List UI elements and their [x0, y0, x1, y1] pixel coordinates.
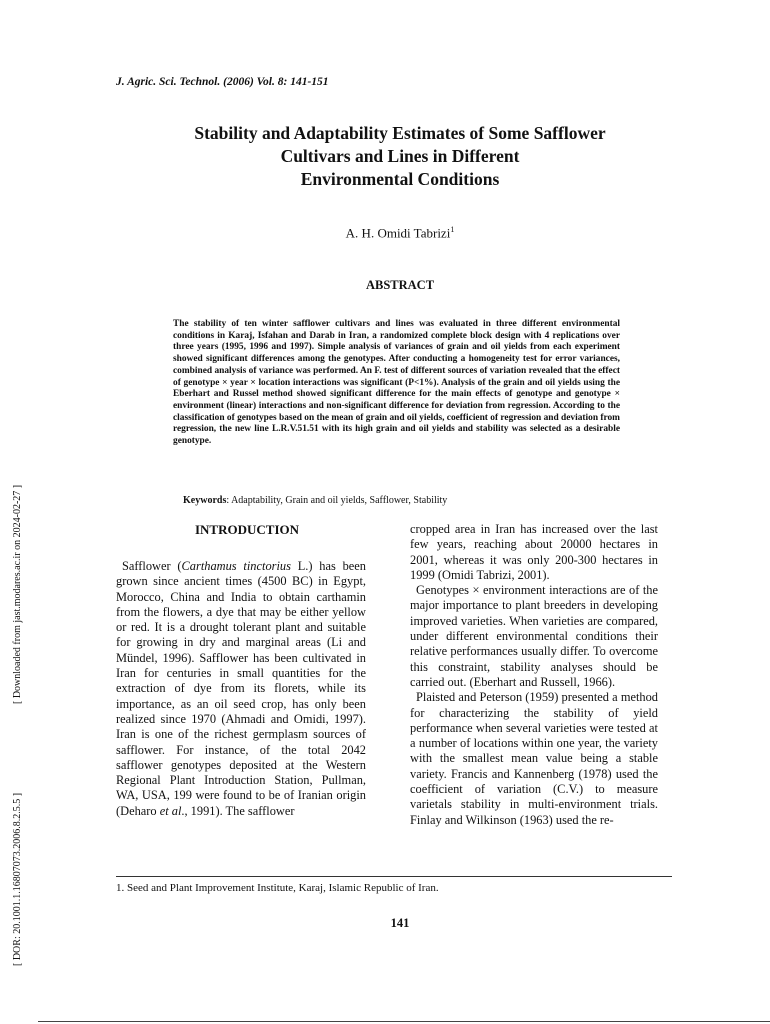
introduction-heading: INTRODUCTION: [194, 522, 299, 537]
abstract-text: The stability of ten winter safflower cultivars and lines was evaluated in three different environmental conditions in Karaj, Isfahan and Darab in Iran, a randomized complete block design with 4 replications over three years (1995, 1996 and 1997). Simple analysis of variances of grain and oil yields from each experiment showed significant differences among the genotypes. After conducting a homogeneity test for error variances, combined analysis of variance was performed. An F. test of different sources of variation revealed that the effect of genotype × year × location interactions was significant (P<1%). Analysis of the grain and oil yields using the Eberhart and Russel method showed significant difference for the main effects of genotype and genotype × environment (linear) interactions and non-significant difference for deviation from regression. According to the classification of genotypes based on the mean of grain and oil yields, coefficient of regression and deviation from regression, the new line L.R.V.51.51 with its high grain and oil yields and stability was selected as a desirable genotype.: [173, 319, 620, 447]
journal-citation: J. Agric. Sci. Technol. (2006) Vol. 8: 141-151: [116, 76, 329, 88]
right-column: [410, 522, 658, 828]
et-al-italic: et al: [159, 803, 182, 818]
bottom-rule: [38, 1021, 770, 1022]
page-number: 141: [390, 916, 410, 930]
title-line-2: Cultivars and Lines in Different: [280, 146, 520, 166]
intro-continuation: cropped area in Iran has increased over the last few years, reaching about 20000 hectares in 2001, whereas it was only 200-300 hectares in 1999 (Omidi Tabrizi, 2001).: [410, 522, 658, 582]
title-line-3: Environmental Conditions: [300, 169, 500, 189]
keywords-list: : Adaptability, Grain and oil yields, Safflower, Stability: [226, 495, 448, 506]
download-side-note: [ Downloaded from jast.modares.ac.ir on 2024-02-27 ]: [12, 484, 23, 704]
title-line-1: Stability and Adaptability Estimates of Some Safflower: [194, 123, 606, 143]
author-name: A. H. Omidi Tabrizi: [345, 225, 451, 241]
intro-text-segment: Safflower (: [122, 559, 182, 573]
left-column: [116, 559, 366, 819]
species-name: Carthamus tinctorius: [181, 559, 291, 573]
affiliation-footnote: 1. Seed and Plant Improvement Institute, Karaj, Islamic Republic of Iran.: [116, 882, 439, 894]
keywords-label: Keywords: [183, 495, 227, 506]
keywords-line: [183, 495, 447, 506]
intro-paragraph-3: Plaisted and Peterson (1959) presented a method for characterizing the stability of yield performance when several varieties were tested at a number of locations within one year, the variety with the smallest mean value being a stable variety. Francis and Kannenberg (1978) used the coefficient of variation (C.V.) to measure varietals stability in multi-environment trials. Finlay and Wilkinson (1963) used the re-: [410, 690, 658, 827]
author-affiliation-mark: 1: [450, 225, 455, 234]
doi-side-note: [ DOR: 20.1001.1.16807073.2006.8.2.5.5 ]: [12, 792, 23, 966]
intro-text-segment: ., 1991). The safflower: [181, 803, 295, 818]
intro-paragraph-1: [116, 559, 366, 819]
intro-paragraph-2: Genotypes × environment interactions are of the major importance to plant breeders in developing improved varieties. When varieties are compared, under different environmental conditions their relative performances usually differ. To overcome this constraint, stability analyses should be carried out. (Eberhart and Russell, 1966).: [410, 583, 658, 689]
paper-title: [100, 122, 700, 191]
intro-text-segment: L.) has been grown since ancient times (4500 BC) in Egypt, Morocco, China and India to obtain carthamin from the flowers, a dye that may be either yellow or red. It is a drought tolerant plant and suitable for growing in dry and marginal areas (Li and Mündel, 1996). Safflower has been cultivated in Iran for centuries in small quantities for the extraction of dye from its florets, while its importance, as an oil seed crop, has only been realized since 1970 (Ahmadi and Omidi, 1997). Iran is one of the richest germplasm sources of safflower. For instance, of the total 2042 safflower genotypes deposited at the Western Regional Plant Introduction Station, Pullman, WA, USA, 199 were found to be of Iranian origin (Deharo: [116, 559, 366, 818]
author-line: [100, 225, 700, 241]
abstract-heading: ABSTRACT: [365, 278, 435, 292]
footnote-divider: [116, 876, 672, 877]
